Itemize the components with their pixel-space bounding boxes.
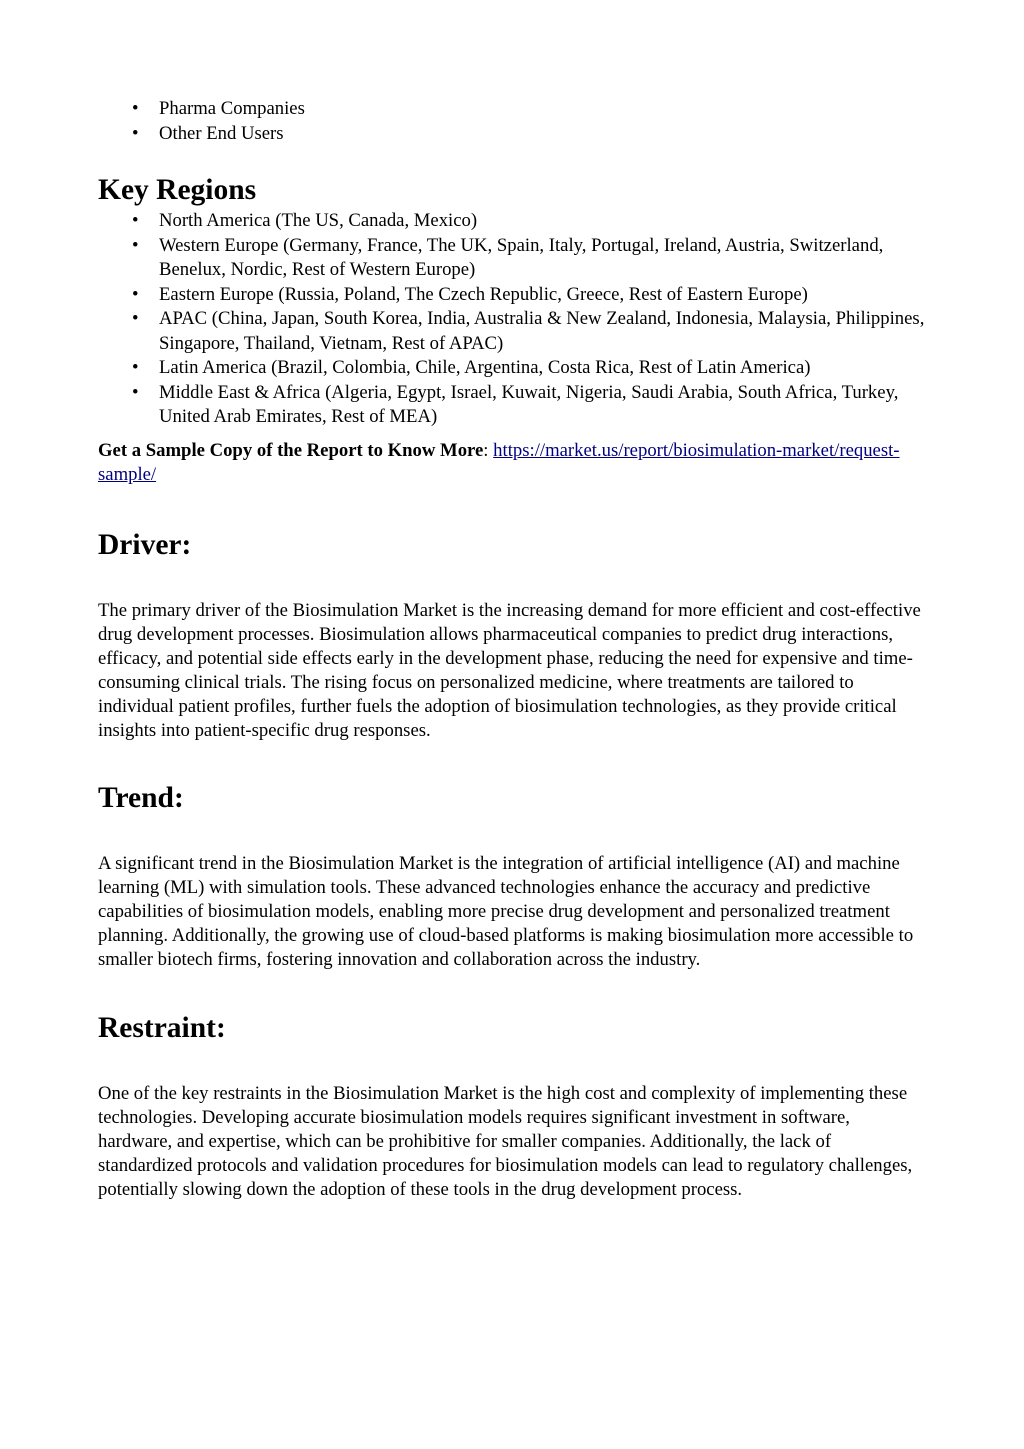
bullet-icon: • [132, 308, 139, 329]
bullet-icon: • [132, 98, 139, 119]
driver-paragraph: The primary driver of the Biosimulation Market is the increasing demand for more efficient and cost-effective drug development processes. Biosimulation allows pharmaceutical companies to predict drug interactions, efficacy, and potential side effects early in the development phase, reducing the need for expensive and time-consuming clinical trials. The rising focus on personalized medicine, where treatments are tailored to individual patient profiles, further fuels the adoption of biosimulation technologies, as they provide critical insights into patient-specific drug responses. [98, 599, 921, 741]
list-item-label: North America (The US, Canada, Mexico) [159, 210, 478, 231]
cta-text: Get a Sample Copy of the Report to Know More [98, 439, 484, 461]
bullet-icon: • [132, 122, 139, 144]
sample-copy-cta [98, 439, 928, 488]
list-item [98, 122, 928, 147]
list-item-label: Eastern Europe (Russia, Poland, The Czech Republic, Greece, Rest of Eastern Europe) [159, 283, 808, 305]
restraint-paragraph: One of the key restraints in the Biosimulation Market is the high cost and complexity of implementing these technologies. Developing accurate biosimulation models requires significant investment in software, hardware, and expertise, which can be prohibitive for smaller companies. Additionally, the lack of standardized protocols and validation procedures for biosimulation models can lead to regulatory challenges, potentially slowing down the adoption of these tools in the drug development process. [98, 1082, 913, 1200]
bullet-icon: • [132, 381, 139, 403]
list-item-label: Middle East & Africa (Algeria, Egypt, Israel, Kuwait, Nigeria, Saudi Arabia, South Africa, Turkey, United Arab Emirates, Rest of MEA) [159, 381, 899, 427]
cta-separator: : [483, 439, 494, 461]
list-item-label: Pharma Companies [159, 98, 305, 119]
bullet-icon: • [132, 357, 139, 378]
document-page [98, 97, 928, 1202]
bullet-icon: • [132, 210, 139, 231]
list-item [98, 97, 928, 122]
list-item [98, 381, 928, 430]
list-item-label: APAC (China, Japan, South Korea, India, Australia & New Zealand, Indonesia, Malaysia, Philippines, Singapore, Thailand, Vietnam, Rest of APAC) [159, 308, 925, 354]
bullet-icon: • [132, 283, 139, 305]
restraint-heading: Restraint: [98, 1011, 226, 1044]
sample-request-link[interactable]: https://market.us/report/biosimulation-market/request-sample/ [98, 439, 900, 485]
list-item [98, 209, 928, 234]
end-users-list [98, 97, 928, 146]
bullet-icon: • [132, 234, 139, 256]
key-regions-list [98, 209, 928, 430]
list-item [98, 283, 928, 308]
trend-heading: Trend: [98, 781, 184, 814]
list-item [98, 234, 928, 283]
list-item-label: Other End Users [159, 122, 284, 144]
list-item [98, 356, 928, 381]
key-regions-heading: Key Regions [98, 174, 257, 206]
driver-heading: Driver: [98, 528, 192, 561]
list-item-label: Latin America (Brazil, Colombia, Chile, Argentina, Costa Rica, Rest of Latin America) [159, 357, 811, 378]
trend-paragraph: A significant trend in the Biosimulation Market is the integration of artificial intelligence (AI) and machine learning (ML) with simulation tools. These advanced technologies enhance the accuracy and predictive capabilities of biosimulation models, enabling more precise drug development and personalized treatment planning. Additionally, the growing use of cloud-based platforms is making biosimulation more accessible to smaller biotech firms, fostering innovation and collaboration across the industry. [98, 852, 914, 970]
list-item [98, 307, 928, 356]
list-item-label: Western Europe (Germany, France, The UK, Spain, Italy, Portugal, Ireland, Austria, Switzerland, Benelux, Nordic, Rest of Western Europe) [159, 234, 884, 280]
